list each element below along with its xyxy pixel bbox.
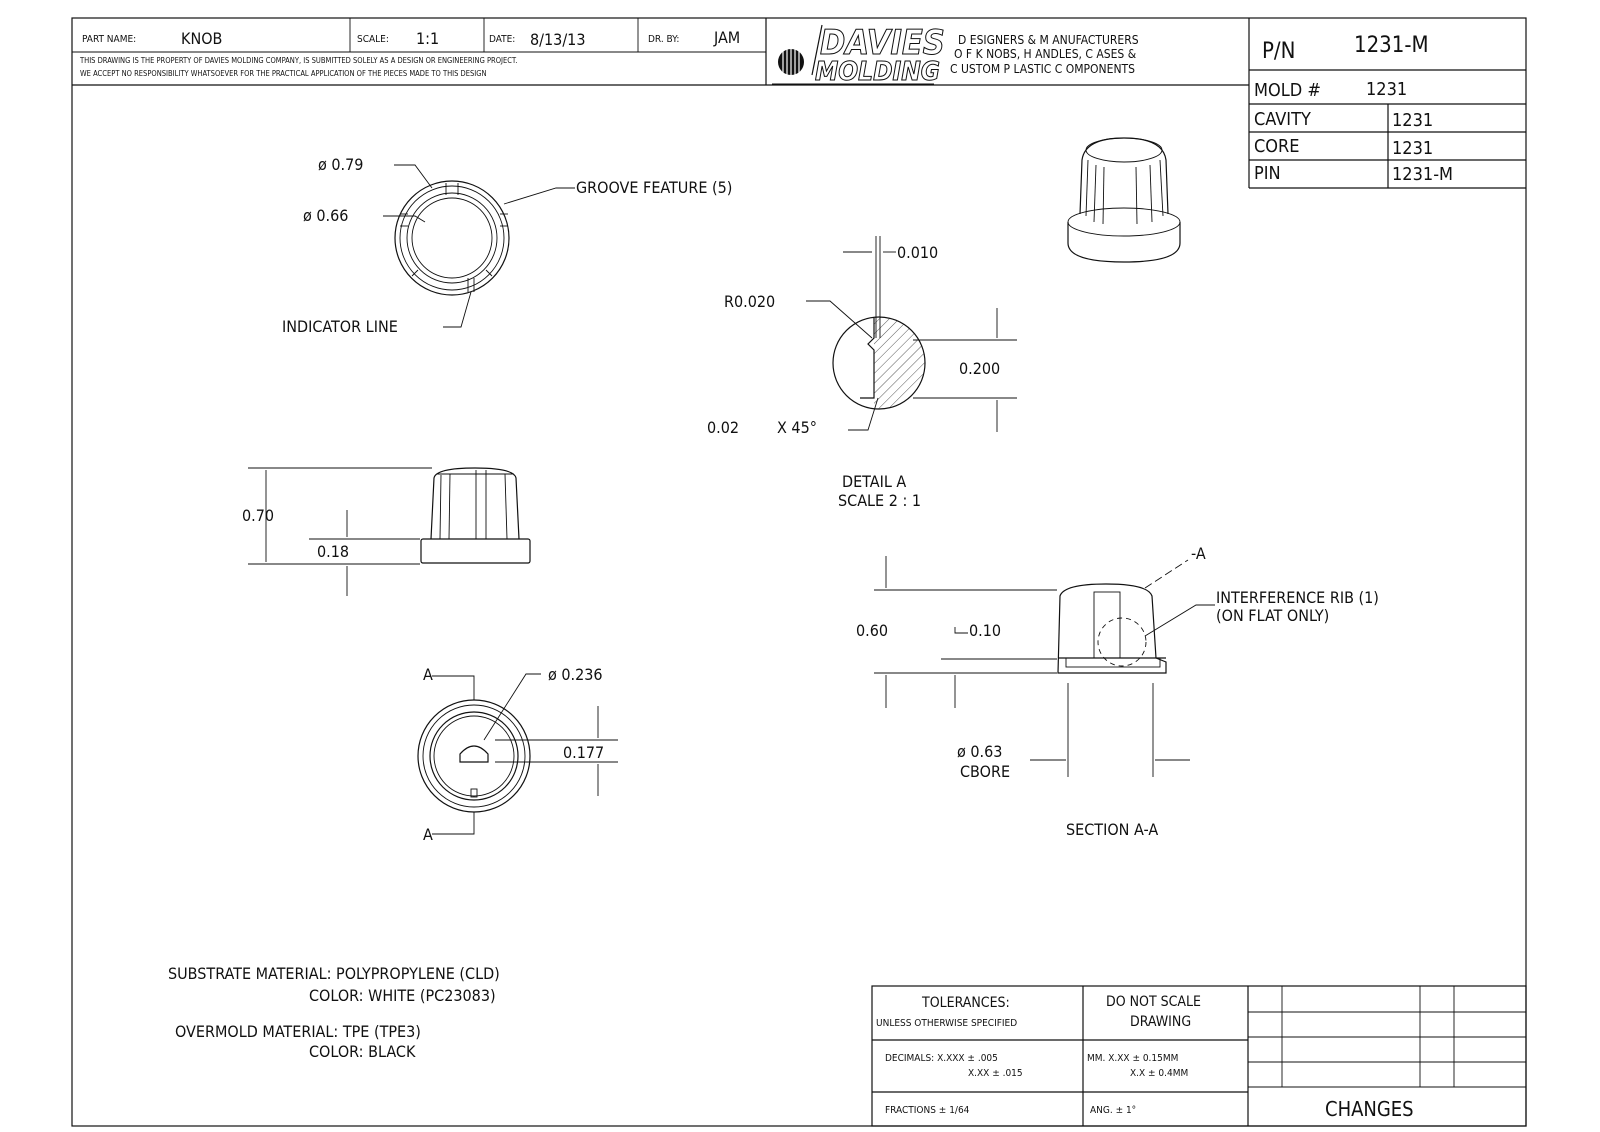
overmold-color: COLOR: BLACK (309, 1042, 416, 1061)
part-info-table (1249, 33, 1526, 188)
detail-chamfer-size: 0.02 (707, 418, 740, 437)
section-a-a-title: SECTION A-A (1066, 820, 1159, 839)
substrate-material: SUBSTRATE MATERIAL: POLYPROPYLENE (CLD) (168, 964, 500, 983)
top-view (282, 155, 732, 336)
company-line-3: C USTOM P LASTIC C OMPONENTS (950, 62, 1135, 76)
detail-chamfer-angle: X 45° (777, 418, 817, 437)
date-label: DATE: (489, 34, 516, 45)
cavity-value: 1231 (1392, 110, 1434, 131)
detail-radius-label: R0.020 (724, 292, 776, 311)
section-marker-top: A (423, 665, 433, 684)
overmold-material: OVERMOLD MATERIAL: TPE (TPE3) (175, 1022, 421, 1041)
isometric-view (1068, 138, 1180, 262)
mold-label: MOLD # (1254, 80, 1321, 101)
cavity-label: CAVITY (1254, 109, 1311, 130)
drawn-by-label: DR. BY: (648, 34, 680, 45)
substrate-color: COLOR: WHITE (PC23083) (309, 986, 496, 1005)
no-scale-line-1: DO NOT SCALE (1106, 994, 1202, 1010)
sheet-border (72, 18, 1526, 1126)
interference-rib-note: (ON FLAT ONLY) (1216, 606, 1330, 625)
disclaimer-line-1: THIS DRAWING IS THE PROPERTY OF DAVIES MOLDING COMPANY, IS SUBMITTED SOLELY AS A DESIGN OR ENGINEERING PROJECT. (80, 56, 518, 65)
part-name-label: PART NAME: (82, 34, 137, 45)
logo-davies: DAVIES (820, 23, 945, 63)
title-block (72, 18, 1249, 188)
mm-line-1: MM. X.XX ± 0.15MM (1087, 1053, 1179, 1064)
part-name: KNOB (181, 29, 223, 48)
core-label: CORE (1254, 136, 1300, 157)
section-step-label: 0.10 (969, 621, 1002, 640)
changes-label: CHANGES (1325, 1097, 1414, 1121)
fractions-label: FRACTIONS ± 1/64 (885, 1105, 970, 1116)
detail-height-label: 0.200 (959, 359, 1001, 378)
section-marker-bottom: A (423, 825, 433, 844)
scale-value: 1:1 (416, 29, 440, 48)
pin-value: 1231-M (1392, 164, 1454, 185)
decimals-line-1: DECIMALS: X.XXX ± .005 (885, 1053, 998, 1064)
core-value: 1231 (1392, 138, 1434, 159)
section-a-a (856, 544, 1379, 839)
decimals-line-2: X.XX ± .015 (968, 1068, 1023, 1079)
detail-a-title: DETAIL A (842, 472, 907, 491)
material-notes (168, 964, 500, 1061)
logo-molding: MOLDING (815, 57, 940, 87)
pin-label: PIN (1254, 163, 1281, 184)
cbore-diameter-label: ø 0.63 (957, 742, 1003, 761)
flat-dimension-label: 0.177 (563, 743, 605, 762)
indicator-line-label: INDICATOR LINE (282, 317, 398, 336)
angle-label: ANG. ± 1° (1090, 1105, 1137, 1116)
groove-feature-label: GROOVE FEATURE (5) (576, 178, 733, 197)
cbore-label: CBORE (960, 762, 1011, 781)
bore-diameter-label: ø 0.236 (548, 665, 603, 684)
tolerance-block (872, 986, 1526, 1126)
detail-reference-label: -A (1191, 544, 1206, 563)
scale-label: SCALE: (357, 34, 389, 45)
inner-diameter-label: ø 0.66 (303, 206, 349, 225)
bottom-view (418, 665, 618, 844)
disclaimer-line-2: WE ACCEPT NO RESPONSIBILITY WHATSOEVER FOR THE PRACTICAL APPLICATION OF THE PIECES MADE TO THIS DESIGN (80, 69, 487, 78)
interference-rib-label: INTERFERENCE RIB (1) (1216, 588, 1379, 607)
pn-label: P/N (1262, 39, 1296, 64)
tolerances-subtitle: UNLESS OTHERWISE SPECIFIED (876, 1018, 1018, 1029)
detail-a (707, 236, 1017, 510)
company-line-1: D ESIGNERS & M ANUFACTURERS (958, 33, 1139, 47)
mm-line-2: X.X ± 0.4MM (1130, 1068, 1189, 1079)
mold-value: 1231 (1366, 79, 1408, 100)
side-view (242, 468, 530, 596)
pn-value: 1231-M (1354, 33, 1429, 58)
detail-a-scale: SCALE 2 : 1 (838, 491, 922, 510)
tolerances-title: TOLERANCES: (922, 995, 1010, 1011)
detail-gap-label: 0.010 (897, 243, 939, 262)
no-scale-line-2: DRAWING (1130, 1014, 1192, 1030)
side-height-label: 0.70 (242, 506, 275, 525)
outer-diameter-label: ø 0.79 (318, 155, 364, 174)
date-value: 8/13/13 (530, 30, 586, 49)
drawn-by-value: JAM (714, 28, 741, 47)
side-base-label: 0.18 (317, 542, 350, 561)
company-line-2: O F K NOBS, H ANDLES, C ASES & (954, 47, 1137, 61)
section-height-label: 0.60 (856, 621, 889, 640)
